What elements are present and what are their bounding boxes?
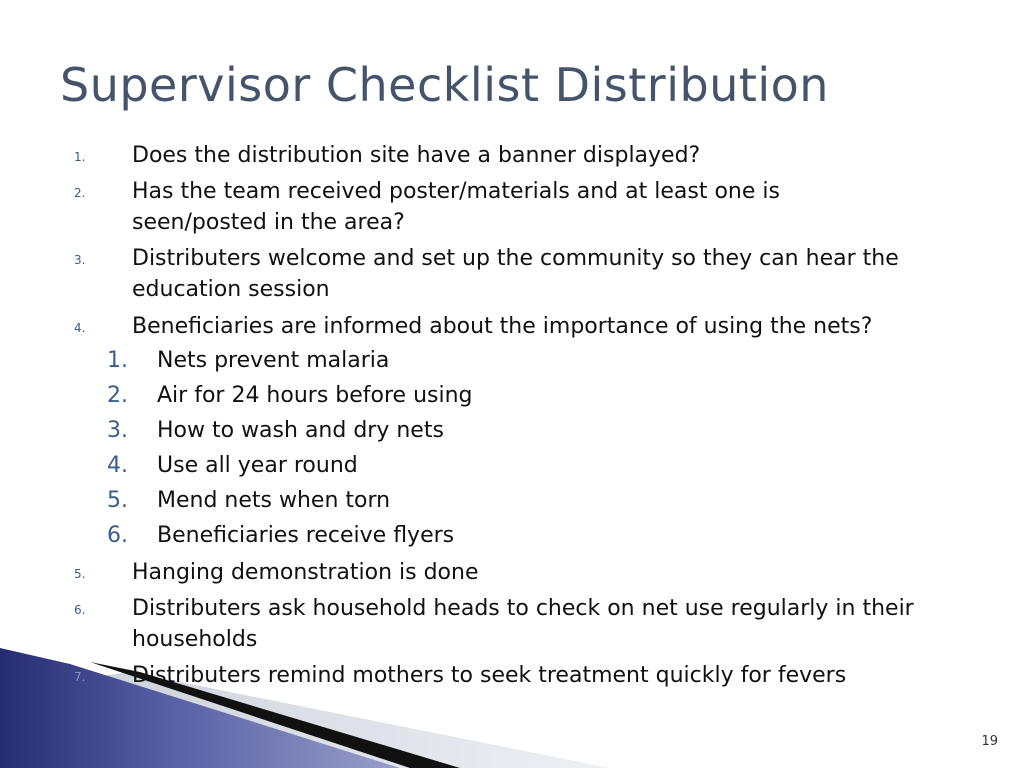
slide-title: Supervisor Checklist Distribution: [60, 58, 829, 112]
sub-list-text: Beneficiaries receive flyers: [157, 523, 455, 548]
sub-list-text: Mend nets when torn: [157, 488, 391, 513]
sub-list-number: 2.: [107, 383, 128, 408]
list-text: Distributers remind mothers to seek treatment quickly for fevers: [132, 663, 847, 688]
sub-list-number: 3.: [107, 418, 128, 443]
sub-list-item: [107, 380, 857, 411]
list-number: 5.: [74, 567, 86, 581]
list-item: [74, 176, 892, 238]
list-item: [74, 140, 972, 171]
page-number: 19: [981, 734, 998, 749]
list-text: Does the distribution site have a banner displayed?: [132, 143, 701, 168]
list-text: Hanging demonstration is done: [132, 560, 479, 585]
list-item: [74, 593, 972, 655]
sub-list-item: [107, 450, 857, 481]
sub-list-number: 1.: [107, 348, 128, 373]
list-item: [74, 311, 1002, 342]
list-number: 2.: [74, 186, 86, 200]
list-number: 1.: [74, 150, 86, 164]
sub-list-number: 5.: [107, 488, 128, 513]
sub-list-item: [107, 345, 857, 376]
list-item: [74, 557, 972, 588]
sub-list-number: 6.: [107, 523, 128, 548]
list-text: Distributers welcome and set up the community so they can hear the education session: [132, 246, 899, 302]
list-text: Distributers ask household heads to check on net use regularly in their households: [132, 596, 914, 652]
list-item: [74, 243, 972, 305]
sub-list-text: Nets prevent malaria: [157, 348, 390, 373]
list-item: [74, 660, 992, 691]
list-number: 3.: [74, 253, 86, 267]
sub-list-text: Use all year round: [157, 453, 358, 478]
list-text: Has the team received poster/materials and at least one is seen/posted in the area?: [132, 179, 780, 235]
list-number: 4.: [74, 321, 86, 335]
sub-list-item: [107, 520, 857, 551]
sub-list-item: [107, 415, 857, 446]
sub-list-item: [107, 485, 857, 516]
sub-list-text: Air for 24 hours before using: [157, 383, 473, 408]
list-number: 6.: [74, 603, 86, 617]
list-number: 7.: [74, 670, 86, 684]
list-text: Beneficiaries are informed about the importance of using the nets?: [132, 314, 873, 339]
sub-list-text: How to wash and dry nets: [157, 418, 444, 443]
sub-list-number: 4.: [107, 453, 128, 478]
